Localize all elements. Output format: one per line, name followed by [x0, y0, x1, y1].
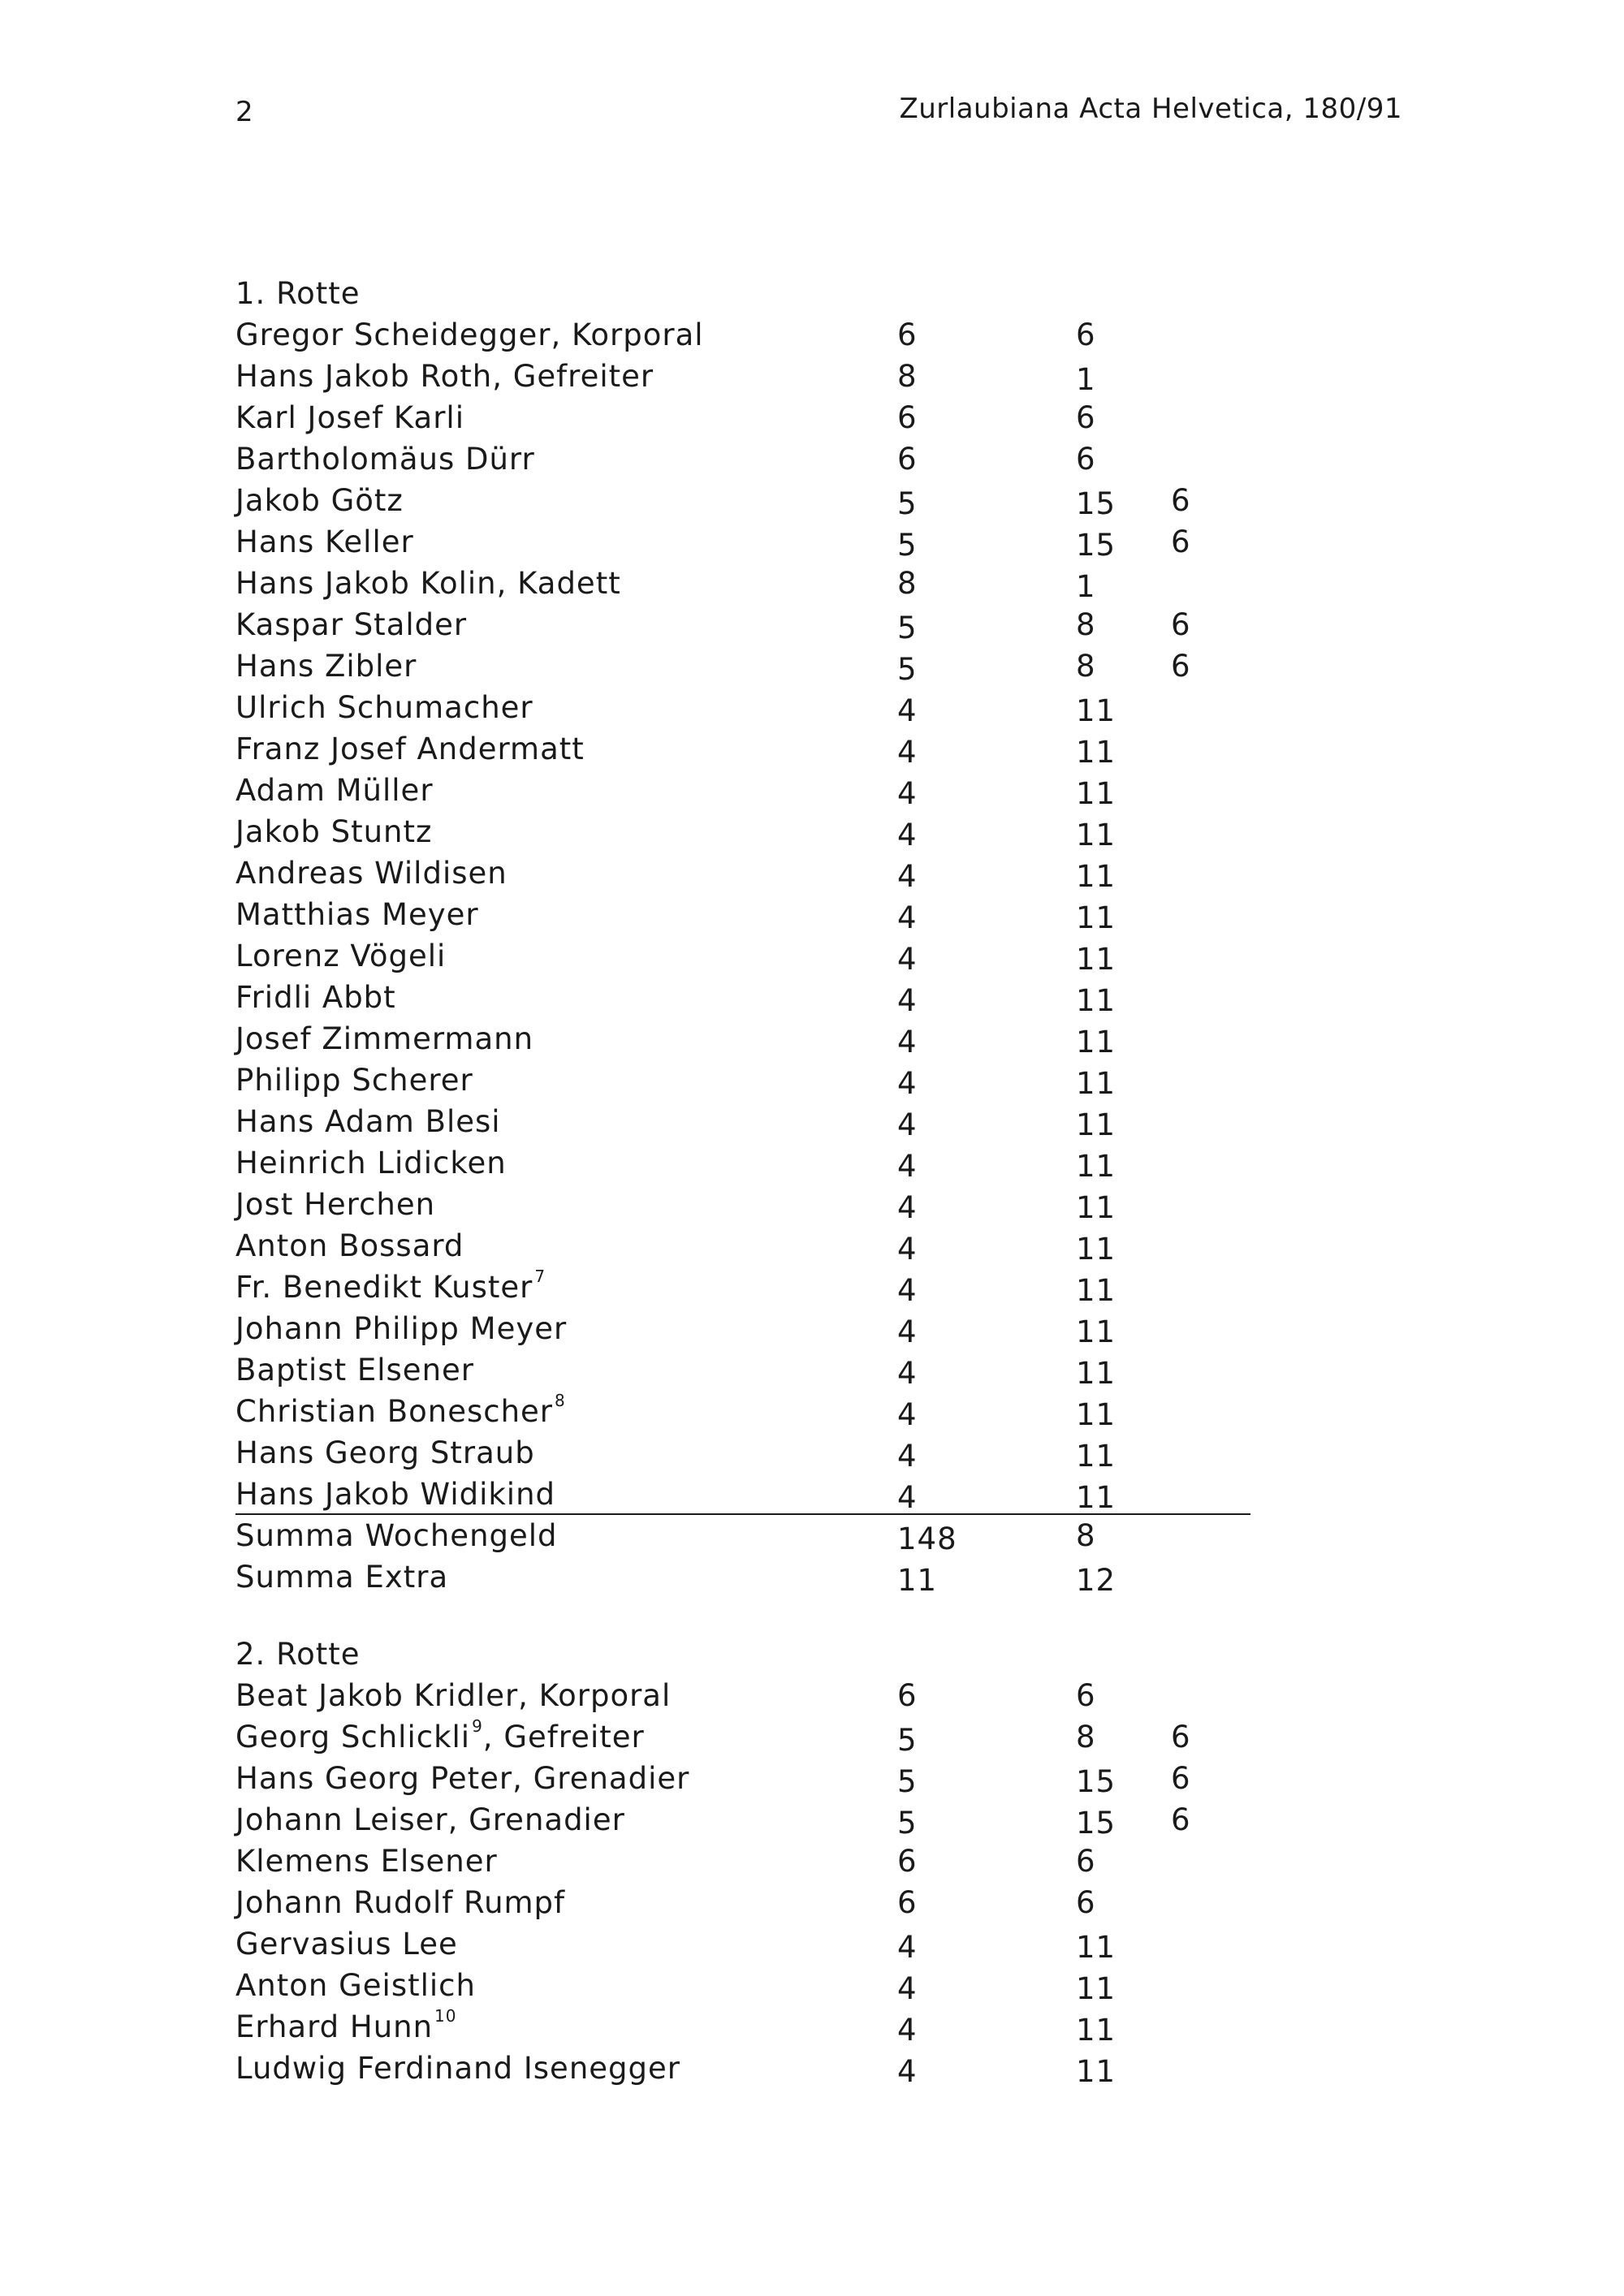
row-value-c1: 148 [897, 1521, 957, 1556]
table-row [235, 1923, 1250, 1965]
row-value-c1: 4 [897, 1232, 918, 1267]
row-value-c1: 6 [897, 1844, 918, 1879]
row-value-c1: 11 [897, 1563, 938, 1598]
row-name-text: Summa Extra [235, 1560, 449, 1595]
row-value-c2: 11 [1076, 1232, 1116, 1267]
row-value-c1: 4 [897, 818, 918, 852]
footnote-marker: 8 [555, 1390, 566, 1410]
row-name [235, 1018, 533, 1060]
row-value-c2: 11 [1076, 1190, 1116, 1225]
row-value-c2: 11 [1076, 1314, 1116, 1349]
row-name [235, 438, 535, 480]
table-rows [235, 1675, 1250, 2089]
table-row [235, 356, 1250, 397]
row-value-c1: 4 [897, 1107, 918, 1142]
row-value-c3: 6 [1171, 607, 1191, 642]
row-name [235, 1267, 546, 1308]
row-value-c1: 5 [897, 1723, 918, 1758]
table-row [235, 1758, 1250, 1799]
page-number: 2 [235, 96, 253, 128]
row-name-text: Lorenz Vögeli [235, 939, 447, 973]
table-row [235, 438, 1250, 480]
row-name [235, 1556, 448, 1598]
table-row [235, 728, 1250, 770]
table-row [235, 770, 1250, 811]
row-value-c2: 6 [1076, 1844, 1096, 1879]
row-name [235, 1716, 645, 1758]
row-value-c1: 6 [897, 1678, 918, 1713]
row-value-c1: 4 [897, 1149, 918, 1184]
row-value-c2: 11 [1076, 1273, 1116, 1308]
row-name [235, 1391, 566, 1432]
row-name [235, 1841, 498, 1882]
row-value-c3: 6 [1171, 524, 1191, 559]
row-value-c2: 11 [1076, 2054, 1116, 2089]
row-value-c1: 6 [897, 400, 918, 435]
row-name-text: Hans Adam Blesi [235, 1104, 501, 1139]
row-value-c2: 11 [1076, 1971, 1116, 2006]
row-name-text: Adam Müller [235, 773, 434, 808]
section-title: 1. Rotte [235, 276, 361, 311]
row-name-suffix: , Gefreiter [482, 1720, 645, 1754]
row-value-c2: 1 [1076, 569, 1096, 604]
row-name-text: Georg Schlickli [235, 1720, 471, 1754]
row-value-c1: 5 [897, 486, 918, 521]
row-value-c2: 1 [1076, 362, 1096, 397]
row-name-text: Matthias Meyer [235, 897, 479, 932]
row-name [235, 1758, 689, 1799]
row-value-c1: 4 [897, 2054, 918, 2089]
table-row [235, 397, 1250, 438]
table-row [235, 1060, 1250, 1101]
row-value-c2: 11 [1076, 859, 1116, 894]
row-name-text: Johann Philipp Meyer [235, 1311, 568, 1346]
table-row [235, 1716, 1250, 1758]
row-value-c2: 11 [1076, 1107, 1116, 1142]
row-name-text: Philipp Scherer [235, 1063, 473, 1098]
row-value-c2: 6 [1076, 442, 1096, 477]
row-value-c1: 5 [897, 1764, 918, 1799]
table-row [235, 1432, 1250, 1474]
row-value-c2: 11 [1076, 1930, 1116, 1965]
row-value-c1: 6 [897, 442, 918, 477]
row-name-text: Hans Jakob Roth, Gefreiter [235, 359, 654, 394]
row-name-text: Bartholomäus Dürr [235, 442, 535, 477]
row-name [235, 770, 434, 811]
row-value-c2: 8 [1076, 649, 1096, 684]
row-name-text: Erhard Hunn [235, 2009, 434, 2044]
row-name-text: Anton Geistlich [235, 1968, 476, 2003]
footnote-marker: 7 [534, 1266, 546, 1286]
row-value-c1: 5 [897, 652, 918, 687]
row-name [235, 1474, 555, 1515]
row-value-c1: 4 [897, 776, 918, 811]
row-value-c1: 4 [897, 859, 918, 894]
table-row [235, 314, 1250, 356]
table-row [235, 1184, 1250, 1225]
table-row [235, 1018, 1250, 1060]
row-name [235, 1225, 464, 1267]
row-name [235, 645, 417, 687]
table-row [235, 1142, 1250, 1184]
row-value-c1: 4 [897, 1439, 918, 1474]
row-name-text: Karl Josef Karli [235, 400, 464, 435]
row-value-c1: 4 [897, 1273, 918, 1308]
row-value-c3: 6 [1171, 1761, 1191, 1796]
section-rotte-1 [235, 273, 1250, 1598]
row-value-c2: 11 [1076, 983, 1116, 1018]
row-name-text: Johann Rudolf Rumpf [235, 1885, 566, 1920]
row-value-c2: 11 [1076, 776, 1116, 811]
row-value-c2: 15 [1076, 1764, 1116, 1799]
row-value-c2: 11 [1076, 1356, 1116, 1391]
row-value-c1: 4 [897, 1397, 918, 1432]
row-name [235, 1142, 507, 1184]
row-name-text: Jakob Götz [235, 483, 404, 518]
row-name-text: Hans Keller [235, 524, 414, 559]
table-row [235, 1515, 1250, 1556]
row-name-text: Hans Georg Peter, Grenadier [235, 1761, 690, 1796]
row-value-c1: 8 [897, 359, 918, 394]
row-value-c2: 6 [1076, 1885, 1096, 1920]
row-name [235, 1060, 473, 1101]
row-name [235, 728, 585, 770]
section-rotte-2 [235, 1634, 1250, 2089]
row-value-c1: 4 [897, 942, 918, 977]
row-value-c1: 4 [897, 693, 918, 728]
row-value-c1: 5 [897, 1806, 918, 1841]
row-name [235, 1965, 476, 2006]
footnote-marker: 10 [434, 2005, 457, 2026]
row-value-c2: 8 [1076, 1720, 1096, 1754]
table-row [235, 604, 1250, 645]
row-value-c2: 15 [1076, 528, 1116, 563]
row-value-c1: 5 [897, 611, 918, 645]
row-name [235, 1349, 474, 1391]
table-row [235, 935, 1250, 977]
row-name [235, 356, 654, 397]
row-name-text: Jost Herchen [235, 1187, 436, 1222]
row-name-text: Johann Leiser, Grenadier [235, 1802, 625, 1837]
table-row [235, 1225, 1250, 1267]
running-head: Zurlaubiana Acta Helvetica, 180/91 [899, 93, 1402, 125]
row-value-c1: 8 [897, 566, 918, 601]
row-value-c1: 4 [897, 900, 918, 935]
row-name [235, 687, 533, 728]
table-row [235, 1349, 1250, 1391]
row-name [235, 894, 479, 935]
row-name-text: Baptist Elsener [235, 1353, 474, 1388]
table-row [235, 977, 1250, 1018]
table-row [235, 1965, 1250, 2006]
row-value-c3: 6 [1171, 649, 1191, 684]
row-value-c2: 11 [1076, 1397, 1116, 1432]
table-row [235, 1841, 1250, 1882]
row-value-c2: 11 [1076, 942, 1116, 977]
row-value-c2: 15 [1076, 1806, 1116, 1841]
row-value-c2: 6 [1076, 317, 1096, 352]
table-row [235, 1101, 1250, 1142]
row-value-c1: 4 [897, 1930, 918, 1965]
row-name [235, 1882, 565, 1923]
row-name-text: Klemens Elsener [235, 1844, 498, 1879]
row-value-c1: 4 [897, 1480, 918, 1515]
table-rows [235, 314, 1250, 1598]
row-value-c2: 11 [1076, 1149, 1116, 1184]
row-value-c2: 6 [1076, 400, 1096, 435]
row-name [235, 1515, 558, 1556]
row-name-text: Summa Wochengeld [235, 1518, 558, 1553]
row-name [235, 1799, 625, 1841]
row-value-c1: 4 [897, 1066, 918, 1101]
row-value-c1: 6 [897, 317, 918, 352]
row-name-text: Josef Zimmermann [235, 1021, 534, 1056]
row-name-text: Andreas Wildisen [235, 856, 508, 891]
row-value-c2: 11 [1076, 1066, 1116, 1101]
row-name [235, 935, 446, 977]
table-row [235, 1308, 1250, 1349]
row-name [235, 1432, 535, 1474]
row-name-text: Franz Josef Andermatt [235, 732, 585, 766]
table-row [235, 2048, 1250, 2089]
row-value-c1: 4 [897, 1971, 918, 2006]
row-name [235, 1101, 501, 1142]
table-row [235, 1391, 1250, 1432]
row-name [235, 521, 414, 563]
row-name [235, 1184, 435, 1225]
row-name [235, 1675, 671, 1716]
row-value-c1: 4 [897, 735, 918, 770]
row-name-text: Hans Georg Straub [235, 1435, 535, 1470]
table-row [235, 2006, 1250, 2048]
row-name-text: Gervasius Lee [235, 1927, 458, 1962]
row-value-c2: 11 [1076, 735, 1116, 770]
table-row [235, 645, 1250, 687]
row-value-c2: 11 [1076, 900, 1116, 935]
row-name [235, 2006, 457, 2048]
row-value-c2: 12 [1076, 1563, 1116, 1598]
row-name-text: Ulrich Schumacher [235, 690, 533, 725]
row-value-c2: 8 [1076, 607, 1096, 642]
row-name-text: Fridli Abbt [235, 980, 396, 1015]
row-name-text: Anton Bossard [235, 1228, 464, 1263]
row-value-c1: 4 [897, 2013, 918, 2048]
row-value-c1: 5 [897, 528, 918, 563]
row-name-text: Heinrich Lidicken [235, 1146, 507, 1180]
row-name [235, 397, 464, 438]
row-name [235, 563, 621, 604]
row-name [235, 977, 396, 1018]
row-name [235, 480, 404, 521]
row-value-c1: 4 [897, 1190, 918, 1225]
row-value-c1: 4 [897, 1314, 918, 1349]
row-name [235, 852, 508, 894]
table-row [235, 852, 1250, 894]
table-row [235, 1474, 1250, 1515]
table-row [235, 1675, 1250, 1716]
row-value-c2: 11 [1076, 818, 1116, 852]
row-name [235, 811, 432, 852]
row-value-c1: 4 [897, 1356, 918, 1391]
row-value-c3: 6 [1171, 483, 1191, 518]
row-name [235, 314, 704, 356]
row-name-text: Christian Bonescher [235, 1394, 554, 1429]
row-name-text: Hans Jakob Widikind [235, 1477, 556, 1512]
table-row [235, 687, 1250, 728]
table-row [235, 1267, 1250, 1308]
table-row [235, 563, 1250, 604]
table-row [235, 1556, 1250, 1598]
table-row [235, 811, 1250, 852]
row-name [235, 1923, 458, 1965]
row-value-c1: 4 [897, 983, 918, 1018]
row-name-text: Ludwig Ferdinand Isenegger [235, 2051, 680, 2086]
table-row [235, 894, 1250, 935]
row-name-text: Hans Jakob Kolin, Kadett [235, 566, 621, 601]
row-value-c2: 11 [1076, 693, 1116, 728]
row-name-text: Hans Zibler [235, 649, 417, 684]
row-value-c2: 11 [1076, 1439, 1116, 1474]
row-value-c3: 6 [1171, 1720, 1191, 1754]
row-value-c2: 15 [1076, 486, 1116, 521]
row-value-c2: 6 [1076, 1678, 1096, 1713]
row-name [235, 1308, 567, 1349]
table-row [235, 480, 1250, 521]
row-value-c1: 4 [897, 1025, 918, 1060]
row-value-c2: 11 [1076, 1480, 1116, 1515]
footnote-marker: 9 [472, 1716, 483, 1736]
row-value-c2: 11 [1076, 2013, 1116, 2048]
row-name-text: Jakob Stuntz [235, 814, 433, 849]
table-row [235, 1882, 1250, 1923]
row-name [235, 2048, 680, 2089]
row-name-text: Beat Jakob Kridler, Korporal [235, 1678, 672, 1713]
row-name-text: Fr. Benedikt Kuster [235, 1270, 533, 1305]
row-name [235, 604, 467, 645]
row-value-c2: 11 [1076, 1025, 1116, 1060]
table-row [235, 1799, 1250, 1841]
section-title: 2. Rotte [235, 1637, 361, 1672]
row-value-c1: 6 [897, 1885, 918, 1920]
row-name-text: Gregor Scheidegger, Korporal [235, 317, 704, 352]
row-value-c3: 6 [1171, 1802, 1191, 1837]
row-value-c2: 8 [1076, 1518, 1096, 1553]
table-row [235, 521, 1250, 563]
row-name-text: Kaspar Stalder [235, 607, 468, 642]
